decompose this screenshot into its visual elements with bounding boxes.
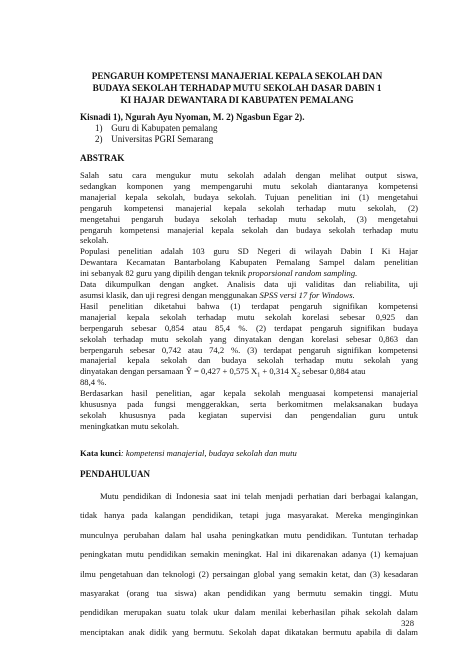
body-line: munculnya perubahan dalam hal usaha peningkatkan mutu pendidikan. Tuntutan terhadap bbox=[80, 529, 418, 540]
keywords-label: Kata kunci bbox=[80, 448, 121, 458]
affiliation-1 bbox=[95, 123, 217, 133]
section-heading: PENDAHULUAN bbox=[80, 469, 151, 479]
abstract-line: Populasi penelitian adalah 103 guru SD Negeri di wilayah Dabin I Ki Hajar bbox=[80, 246, 418, 257]
authors-line: Kisnadi 1), Ngurah Ayu Nyoman, M. 2) Ngasbun Egar 2). bbox=[80, 112, 305, 122]
regression-equation-line bbox=[80, 366, 418, 377]
body-line: ilmu pengetahuan dan teknologi (2) persaingan global yang semakin ketat, dan (3) kesadaran bbox=[80, 568, 418, 579]
abstract-line: sekolah khususnya pada kegiatan supervisi dan pengendalian guru untuk bbox=[80, 409, 418, 420]
affiliation-text: Guru di Kabupaten pemalang bbox=[111, 123, 218, 133]
affiliation-number: 1) bbox=[95, 123, 103, 133]
abstract-line-text: asumsi klasik, dan uji regresi dengan menggunakan bbox=[80, 289, 260, 300]
abstract-line: Hasil penelitian diketahui bahwa (1) terdapat pengaruh signifikan kompetensi bbox=[80, 300, 418, 311]
equation-subscript: 2 bbox=[297, 373, 301, 378]
body-line: tidak hanya pada kalangan pendidikan, tetapi juga masyarakat. Mereka menginginkan bbox=[80, 510, 418, 521]
page-number: 328 bbox=[401, 618, 414, 628]
equation-subscript: 1 bbox=[257, 373, 261, 378]
abstract-line: mengetahui pengaruh budaya sekolah terhadap mutu sekolah, (3) mengetahui bbox=[80, 213, 418, 224]
abstract-line: manajerial kepala sekolah, budaya sekolah. Tujuan penelitian ini (1) mengetahui bbox=[80, 191, 418, 202]
abstract-line: sekolah. bbox=[80, 235, 109, 246]
affiliation-text: Universitas PGRI Semarang bbox=[111, 134, 214, 144]
abstract-body bbox=[80, 170, 418, 432]
abstract-line bbox=[80, 268, 418, 279]
abstract-line: pengaruh kompetensi manajerial kepala sekolah dan budaya sekolah terhadap mutu bbox=[80, 224, 418, 235]
equation-text: sebesar 0,884 atau bbox=[300, 366, 366, 377]
abstract-line-text: ini sebanyak 82 guru yang dipilih dengan teknik bbox=[80, 268, 249, 279]
abstract-line: berpengaruh sebesar 0,854 atau 85,4 %. (2) terdapat pengaruh signifikan budaya bbox=[80, 322, 418, 333]
spss-term: SPSS versi 17 for Windows. bbox=[259, 289, 355, 300]
title-line: KI HAJAR DEWANTARA DI KABUPATEN PEMALANG bbox=[120, 95, 354, 105]
body-line: pendidikan merupakan suatu tolak ukur dalam menilai keberhasilan pihak sekolah dalam bbox=[80, 607, 418, 618]
abstract-line: sedangkan komponen yang mempengaruhi mutu sekolah diantaranya kompetensi bbox=[80, 180, 418, 191]
equation-text: + 0,314 X bbox=[260, 366, 298, 377]
abstract-line: Data dikumpulkan dengan angket. Analisis data uji validitas dan reliabilita, uji bbox=[80, 279, 418, 290]
body-line: menciptakan anak didik yang bermutu. Sekolah dapat dikatakan bermutu apabila di dalam bbox=[80, 626, 418, 637]
abstract-line: khususnya pada fungsi menggerakkan, serta berkomitmen melaksanakan budaya bbox=[80, 399, 418, 410]
abstract-line bbox=[80, 290, 418, 301]
body-line: Mutu pendidikan di Indonesia saat ini telah menjadi perhatian dari berbagai kalangan, bbox=[100, 491, 418, 501]
abstract-line: Dewantara Kecamatan Bantarbolang Kabupaten Pemalang Sampel dalam penelitian bbox=[80, 257, 418, 268]
abstract-heading: ABSTRAK bbox=[80, 153, 125, 163]
keywords bbox=[80, 448, 297, 458]
title-line: PENGARUH KOMPETENSI MANAJERIAL KEPALA SEKOLAH DAN bbox=[91, 71, 383, 81]
body-line: masyarakat (orang tua siswa) akan pendidikan yang bermutu semakin tinggi. Mutu bbox=[80, 588, 418, 599]
abstract-line: sekolah terhadap mutu sekolah yang dinyatakan dengan korelasi sebesar 0,863 dan bbox=[80, 333, 418, 344]
sampling-term: proporsional random sampling. bbox=[248, 268, 358, 279]
keywords-text: : kompetensi manajerial, budaya sekolah dan mutu bbox=[120, 448, 297, 458]
abstract-line: Berdasarkan hasil penelitian, agar kepala sekolah menguasai kompetensi manajerial bbox=[80, 388, 418, 399]
introduction-body bbox=[80, 487, 418, 642]
affiliation-2 bbox=[95, 134, 213, 144]
abstract-line: manajerial kepala sekolah dan budaya sekolah terhadap mutu sekolah yang bbox=[80, 355, 418, 366]
paper-title bbox=[60, 70, 414, 106]
equation-text: dinyatakan dengan persamaan Ŷ = 0,427 + 0,575 X bbox=[80, 366, 258, 377]
body-line: peningkatan mutu pendidikan semakin meningkat. Hal ini dikarenakan adanya (1) kemajuan bbox=[80, 549, 418, 560]
abstract-line: berpengaruh sebesar 0,742 atau 74,2 %. (3) terdapat pengaruh signifikan kompetensi bbox=[80, 344, 418, 355]
abstract-line: manajerial kepala sekolah terhadap mutu sekolah korelasi sebesar 0,925 dan bbox=[80, 311, 418, 322]
abstract-line: meningkatkan mutu sekolah. bbox=[80, 420, 180, 431]
abstract-line: 88,4 %. bbox=[80, 377, 107, 388]
title-line: BUDAYA SEKOLAH TERHADAP MUTU SEKOLAH DASAR DABIN 1 bbox=[92, 83, 382, 93]
abstract-line: pengaruh kompetensi manajerial kepala sekolah terhadap mutu sekolah, (2) bbox=[80, 202, 418, 213]
affiliation-number: 2) bbox=[95, 134, 103, 144]
abstract-line: Salah satu cara mengukur mutu sekolah adalah dengan melihat output siswa, bbox=[80, 170, 418, 180]
